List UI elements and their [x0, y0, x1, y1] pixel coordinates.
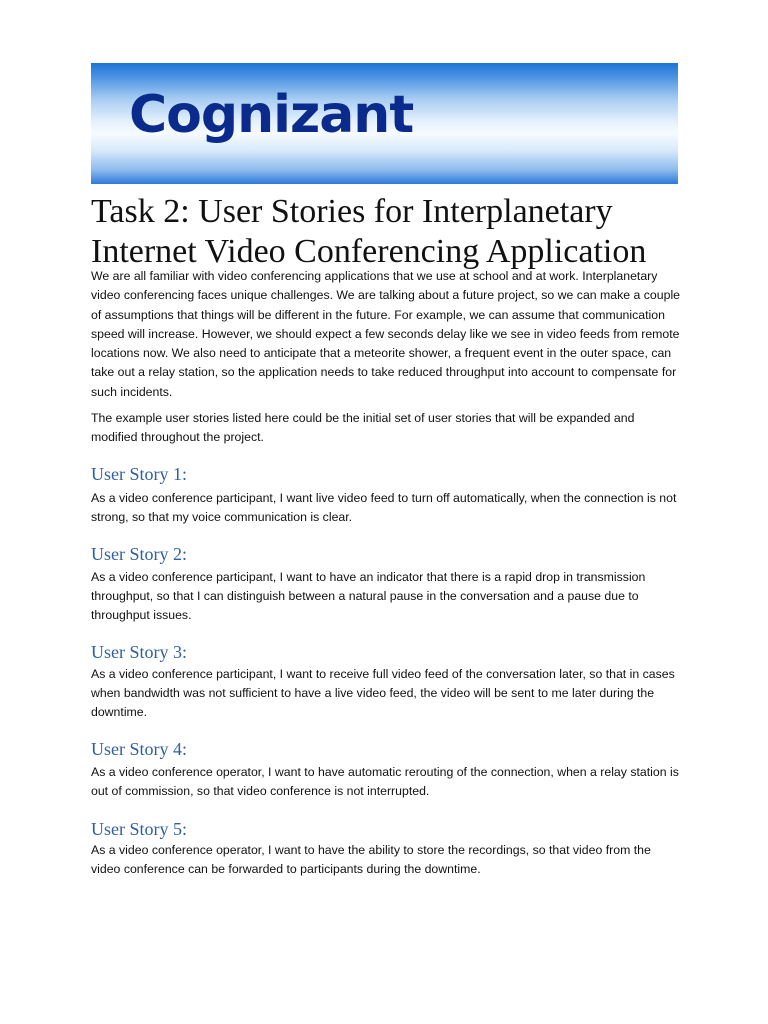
- user-story-1-text: As a video conference participant, I want live video feed to turn off automatically, when the connection is not strong, so that my voice communication is clear.: [91, 491, 677, 524]
- user-story-4-text: As a video conference operator, I want to have automatic rerouting of the connection, when a relay station is out of commission, so that video conference is not interrupted.: [91, 765, 679, 798]
- user-story-1-heading: User Story 1:: [91, 464, 187, 484]
- cognizant-logo: Cognizant: [129, 85, 414, 145]
- intro-paragraph: We are all familiar with video conferencing applications that we use at school and at work. Interplanetary video conferencing faces unique challenges. We are talking about a future project, so we can make a couple of assumptions that things will be different in the future. For example, we can assume that communication speed will increase. However, we should expect a few seconds delay like we see in video feeds from remote locations now. We also need to anticipate that a meteorite shower, a frequent event in the outer space, can take out a relay station, so the application needs to take reduced throughput into account to compensate for such incidents.: [91, 269, 681, 399]
- user-story-2-text: As a video conference participant, I want to have an indicator that there is a rapid drop in transmission throughput, so that I can distinguish between a natural pause in the conversation and a pause due to throughput issues.: [91, 570, 646, 622]
- user-story-2-heading: User Story 2:: [91, 544, 187, 564]
- user-story-5-heading: User Story 5:: [91, 819, 187, 839]
- document-title: Task 2: User Stories for Interplanetary Internet Video Conferencing Application: [91, 193, 647, 270]
- user-story-4-heading: User Story 4:: [91, 739, 187, 759]
- user-story-5-text: As a video conference operator, I want to have the ability to store the recordings, so that video from the video conference can be forwarded to participants during the downtime.: [91, 843, 651, 876]
- second-paragraph: The example user stories listed here could be the initial set of user stories that will be expanded and modified throughout the project.: [91, 411, 635, 445]
- user-story-3-heading: User Story 3:: [91, 642, 187, 662]
- cognizant-banner: [91, 63, 678, 184]
- user-story-3-text: As a video conference participant, I want to receive full video feed of the conversation later, so that in cases when bandwidth was not sufficient to have a live video feed, the video will be sent to me later during the downtime.: [91, 667, 675, 719]
